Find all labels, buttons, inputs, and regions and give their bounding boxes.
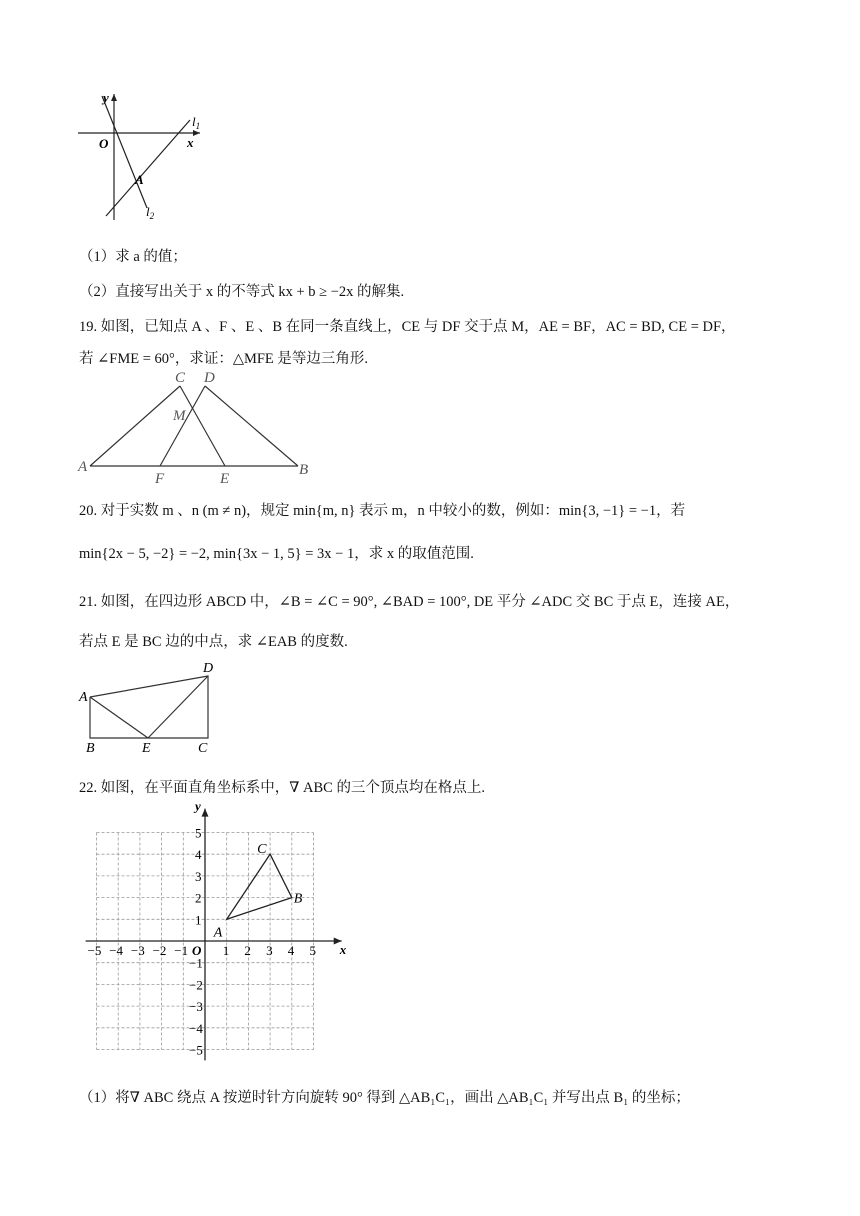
y-tick-label: −2 bbox=[189, 977, 203, 993]
vertex-label-b: B bbox=[293, 891, 303, 907]
y-tick-label: −4 bbox=[189, 1020, 203, 1036]
origin-label: O bbox=[192, 943, 202, 958]
vertex-label-c: C bbox=[257, 842, 267, 858]
x-tick-label: −4 bbox=[109, 943, 124, 958]
x-tick-label: 5 bbox=[309, 943, 316, 958]
label-e: E bbox=[220, 471, 230, 486]
q19-text-line1: 19. 如图，已知点 A 、F 、E 、B 在同一条直线上，CE 与 DF 交于点 M，AE = BF，AC = BD, CE = DF， bbox=[79, 319, 736, 335]
l1-label: $l_1$ bbox=[192, 114, 201, 131]
line-l2 bbox=[102, 96, 147, 208]
y-axis-arrow bbox=[111, 94, 117, 101]
q18-figure bbox=[72, 88, 212, 228]
segment-ae bbox=[90, 697, 148, 738]
x-tick-label: −3 bbox=[130, 943, 145, 958]
label-c: C bbox=[175, 370, 186, 386]
label-m: M bbox=[173, 408, 186, 424]
label-d: D bbox=[203, 661, 214, 676]
triangle-abc bbox=[227, 854, 292, 919]
y-tick-label: 1 bbox=[195, 912, 202, 928]
x-axis-label: x bbox=[339, 942, 347, 957]
label-a: A bbox=[79, 690, 88, 705]
x-tick-label: −2 bbox=[152, 943, 167, 958]
point-a-label: A bbox=[135, 172, 144, 187]
y-tick-label: 5 bbox=[195, 825, 202, 841]
y-tick-label: −1 bbox=[189, 955, 203, 971]
q21-figure bbox=[72, 656, 232, 758]
q21-text-line1: 21. 如图，在四边形 ABCD 中，∠B = ∠C = 90°, ∠BAD = 100°, DE 平分 ∠ADC 交 BC 于点 E，连接 AE， bbox=[79, 594, 740, 610]
label-e: E bbox=[142, 741, 151, 756]
label-f: F bbox=[155, 471, 165, 486]
y-axis-label: y bbox=[195, 798, 201, 814]
q18-part1: （1）求 a 的值； bbox=[79, 249, 187, 265]
y-tick-label: 3 bbox=[195, 868, 202, 884]
quadrilateral-abcd bbox=[90, 676, 208, 738]
label-d: D bbox=[204, 370, 215, 386]
vertex-label-a: A bbox=[213, 925, 223, 941]
line-l1 bbox=[106, 120, 190, 216]
x-tick-label: 4 bbox=[287, 943, 295, 958]
q22-part1: （1）将∇ ABC 绕点 A 按逆时针方向旋转 90° 得到 △AB₁C₁，画出 △AB₁C₁ 并写出点 B₁ 的坐标； bbox=[79, 1090, 690, 1106]
y-axis-arrow bbox=[202, 809, 209, 817]
q19-text-line2: 若 ∠FME = 60°，求证：△MFE 是等边三角形. bbox=[79, 351, 369, 367]
x-tick-label: −1 bbox=[174, 943, 189, 958]
q21-text-line2: 若点 E 是 BC 边的中点，求 ∠EAB 的度数. bbox=[79, 634, 348, 650]
x-tick-label: 1 bbox=[222, 943, 230, 958]
y-tick-label: −5 bbox=[189, 1042, 203, 1058]
y-tick-label: 2 bbox=[195, 890, 202, 906]
q22-text-line1: 22. 如图，在平面直角坐标系中，∇ ABC 的三个顶点均在格点上. bbox=[79, 780, 486, 796]
l2-label: $l_2$ bbox=[146, 204, 155, 221]
y-tick-label: −3 bbox=[189, 999, 203, 1015]
x-tick-label: −5 bbox=[87, 943, 102, 958]
label-a: A bbox=[78, 459, 88, 475]
label-b: B bbox=[299, 462, 309, 478]
y-tick-label: 4 bbox=[195, 847, 202, 863]
q20-text-line1: 20. 对于实数 m 、n (m ≠ n)，规定 min{m, n} 表示 m，n 中较小的数，例如：min{3, −1} = −1，若 bbox=[79, 503, 686, 519]
x-tick-label: 3 bbox=[266, 943, 273, 958]
y-axis-label: y bbox=[103, 90, 109, 105]
label-c: C bbox=[198, 741, 208, 756]
q22-coordinate-grid bbox=[72, 796, 362, 1076]
segment-db bbox=[205, 386, 298, 466]
x-axis-label: x bbox=[187, 135, 194, 150]
q19-figure bbox=[72, 366, 322, 486]
q20-text-line2: min{2x − 5, −2} = −2, min{3x − 1, 5} = 3x − 1，求 x 的取值范围. bbox=[79, 546, 474, 562]
label-b: B bbox=[86, 741, 95, 756]
x-tick-label: 2 bbox=[244, 943, 251, 958]
q18-part2: （2）直接写出关于 x 的不等式 kx + b ≥ −2x 的解集. bbox=[79, 284, 405, 300]
origin-label: O bbox=[99, 136, 109, 151]
